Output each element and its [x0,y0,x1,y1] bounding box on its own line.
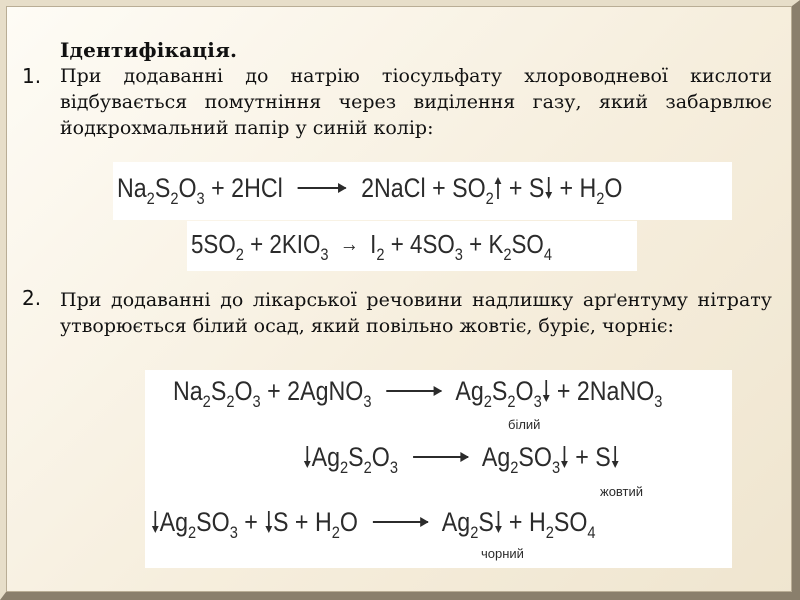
caption-yellow: жовтий [600,484,644,499]
reaction-arrow-icon [373,521,428,523]
precipitate-down-arrow-icon [544,177,553,199]
equation-box-1 [113,162,732,220]
equation-2: $5SO_2 + 2KIO_3 \to I_2 + 4SO_3 + K_2SO_4$ [191,229,552,264]
precipitate-down-arrow-icon [264,511,273,533]
reaction-arrow-icon [387,390,442,392]
reaction-arrow-icon: → [339,231,359,256]
precipitate-down-arrow-icon [611,446,620,468]
reaction-arrow-icon [298,187,346,189]
item-number-2: 2. [22,286,42,310]
equation-box-2 [187,221,637,271]
slide-title: Ідентифікація. [60,38,238,62]
item-text-1: При додаванні до натрію тіосульфату хлороводневої кислоти відбувається помутніння через виділення газу, який забарвлює йодкрохмальний папір у синій колір: [60,65,772,139]
gas-up-arrow-icon [494,177,503,199]
precipitate-down-arrow-icon [151,511,160,533]
equation-1: $Na_2S_2O_3 + 2HCl$ 2NaCl + $SO_2 + S + H_2O$ [117,173,623,208]
reaction-arrow-icon [413,456,468,458]
precipitate-down-arrow-icon [303,446,312,468]
precipitate-down-arrow-icon [494,511,503,533]
precipitate-down-arrow-icon [542,380,551,402]
caption-white: білий [508,417,541,432]
equation-3: $Na_2S_2O_3$ + 2AgNO$_3$ $Ag_2S_2O_3$ + 2NaNO$_3$ [173,376,663,411]
equation-4: $Ag_2S_2O_3$ $Ag_2SO_3 + S$ [303,442,619,473]
caption-black: чорний [481,546,524,561]
equation-box-3 [145,370,732,568]
item-number-1: 1. [22,64,42,88]
precipitate-down-arrow-icon [560,446,569,468]
equation-5: $Ag_2SO_3 + S + H_2O$ $Ag_2S + H_2SO_4$ [151,507,596,538]
item-text-2: При додаванні до лікарської речовини надлишку арґентуму нітрату утворюється білий осад, який повільно жовтіє, буріє, чорніє: [60,289,772,337]
